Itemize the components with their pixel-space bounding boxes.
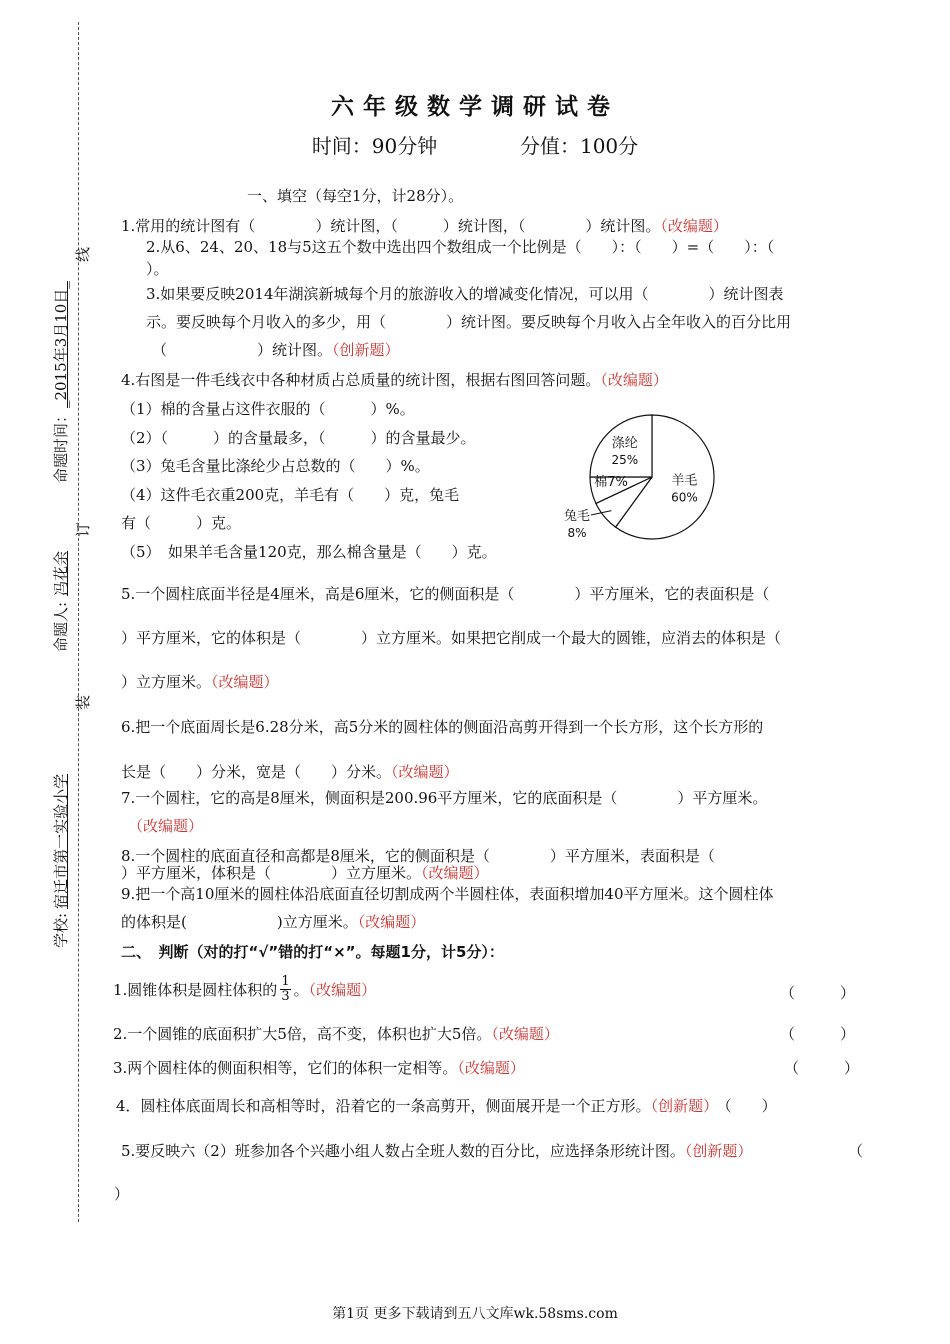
q1-4-stem: 4.右图是一件毛线衣中各种材质占总质量的统计图，根据右图回答问题。（改编题） [121,371,668,389]
q1-4-sub5: （5） 如果羊毛含量120克，那么棉含量是（ ）克。 [121,543,497,561]
q-tag: （改编题） [600,371,668,389]
q1-3-line3: （ ）统计图。（创新题） [152,341,400,359]
q-tag: （创新题） [650,1097,719,1115]
q2-2-answer-paren: （ ） [780,1025,856,1043]
pie-value-1: 8% [567,526,587,540]
binding-school [50,770,71,948]
q-tag: （创新题） [684,1142,753,1160]
pie-label-2: 棉7% [594,475,628,490]
pie-value-0: 60% [671,490,698,505]
q1-2-line2: ）。 [146,260,169,278]
q1-6-line2: 长是（ ）分米，宽是（ ）分米。（改编题） [121,763,459,781]
page-footer: 第1页 更多下载请到五八文库wk.58sms.com [332,1306,618,1322]
q2-5: 5.要反映六（2）班参加各个兴趣小组人数占全班人数的百分比，应选择条形统计图。（创新题） [121,1142,753,1160]
q1-3-line2: 示。要反映每个月收入的多少，用（ ）统计图。要反映每个月收入占全年收入的百分比用 [146,313,792,331]
q1-7-line1: 7.一个圆柱，它的高是8厘米，侧面积是200.96平方厘米，它的底面积是（ ）平方厘米。 [121,789,768,807]
q-tag: （改编题） [357,913,426,931]
binding-zhuang: 装 [74,694,92,710]
q-tag: （改编题） [421,864,489,882]
author-value: 冯花余 [52,550,70,596]
q-tag: （改编题） [491,1025,559,1043]
q1-5-line1: 5.一个圆柱底面半径是4厘米，高是6厘米，它的侧面积是（ ）平方厘米，它的表面积是（ [121,585,770,603]
school-value: 宿迁市第一实验小学 [52,773,70,909]
binding-author [50,545,71,652]
author-label: 命题人: [52,601,70,652]
q2-5-paren-open: （ [848,1142,864,1160]
section2-heading: 二、 判断（对的打“√”错的打“×”。每题1分，计5分）： [121,943,504,961]
q2-1-answer-paren: （ ） [780,984,856,1002]
binding-xian: 线 [74,246,92,262]
q1-4-sub3: （3）兔毛含量比涤纶少占总数的（ ）%。 [121,457,430,475]
q2-3: 3.两个圆柱体的侧面积相等，它们的体积一定相等。（改编题） [113,1059,525,1077]
q1-4-sub2: （2）（ ）的含量最多，（ ）的含量最少。 [121,429,476,447]
q-tag: （创新题） [332,341,400,359]
q1-4-sub1: （1）棉的含量占这件衣服的（ ）%。 [121,400,415,418]
q2-4: 4．圆柱体底面周长和高相等时，沿着它的一条高剪开，侧面展开是一个正方形。（创新题） （ ） [116,1097,777,1115]
q-tag: （改编题） [308,981,377,999]
page-title: 六年级数学调研试卷 [331,93,619,120]
q1-6-line1: 6.把一个底面周长是6.28分米，高5分米的圆柱体的侧面沿高剪开得到一个长方形，这个长方形的 [121,718,764,736]
q1-8-line2: ）平方厘米，体积是（ ）立方厘米。（改编题） [121,864,489,882]
exam-score: 分值：100分 [519,134,639,158]
q1-9-line1: 9.把一个高10厘米的圆柱体沿底面直径切割成两个半圆柱体，表面积增加40平方厘米。这个圆柱体 [121,885,774,903]
q1-8-line1: 8.一个圆柱的底面直径和高都是8厘米，它的侧面积是（ ）平方厘米，表面积是（ [121,847,715,865]
pie-value-3: 25% [611,452,639,467]
date-label: 命题时间： [52,407,70,483]
q-tag: （改编题） [660,217,728,235]
exam-time: 时间：90分钟 [311,134,438,158]
binding-ding: 订 [74,521,92,537]
q1-3-line1: 3.如果要反映2014年湖滨新城每个月的旅游收入的增减变化情况，可以用（ ）统计图表 [146,285,784,303]
section1-heading: 一、填空（每空1分，计28分）。 [247,187,464,205]
q-tag: （改编题） [457,1059,525,1077]
q1-5-line2: ）平方厘米，它的体积是（ ）立方厘米。如果把它削成一个最大的圆锥，应消去的体积是（ [121,629,782,647]
fraction: $\frac{1}{3}$ [281,974,290,1004]
date-value: _2015年3月10日_ [52,281,70,408]
binding-dashed-line [78,22,79,1222]
q1-5-line3: ）立方厘米。（改编题） [121,673,279,691]
pie-label-1: 兔毛 [563,509,591,524]
q1-4-sub4a: （4）这件毛衣重200克，羊毛有（ ）克，兔毛 [121,486,460,504]
q2-5-paren-close: ） [114,1185,130,1203]
q1-2-line1: 2.从6、24、20、18与5这五个数中选出四个数组成一个比例是（ ）：（ ）=（ ）：（ [146,238,775,256]
q1-1: 1.常用的统计图有（ ）统计图，（ ）统计图，（ ）统计图。（改编题） [121,217,728,235]
pie-label-0: 羊毛 [671,473,698,489]
q-tag: （改编题） [211,673,279,691]
q-tag: （改编题） [391,763,459,781]
q1-4-sub4b: 有（ ）克。 [121,514,242,532]
wool-composition-pie-chart [555,410,735,560]
q2-1: 1.圆锥体积是圆柱体积的 $\frac{1}{3}$ 。（改编题） [113,974,377,1004]
q2-2: 2.一个圆锥的底面积扩大5倍，高不变，体积也扩大5倍。（改编题） [113,1025,559,1043]
school-label: 学校: [52,912,70,948]
q2-3-answer-paren: （ ） [784,1059,860,1077]
exam-info [0,130,950,159]
q1-9-line2: 的体积是( )立方厘米。（改编题） [121,913,426,931]
q1-7-tag: （改编题） [128,817,204,835]
pie-label-3: 涤纶 [611,435,638,451]
q2-4-answer-paren: （ ） [724,1097,777,1115]
binding-date [50,281,71,483]
